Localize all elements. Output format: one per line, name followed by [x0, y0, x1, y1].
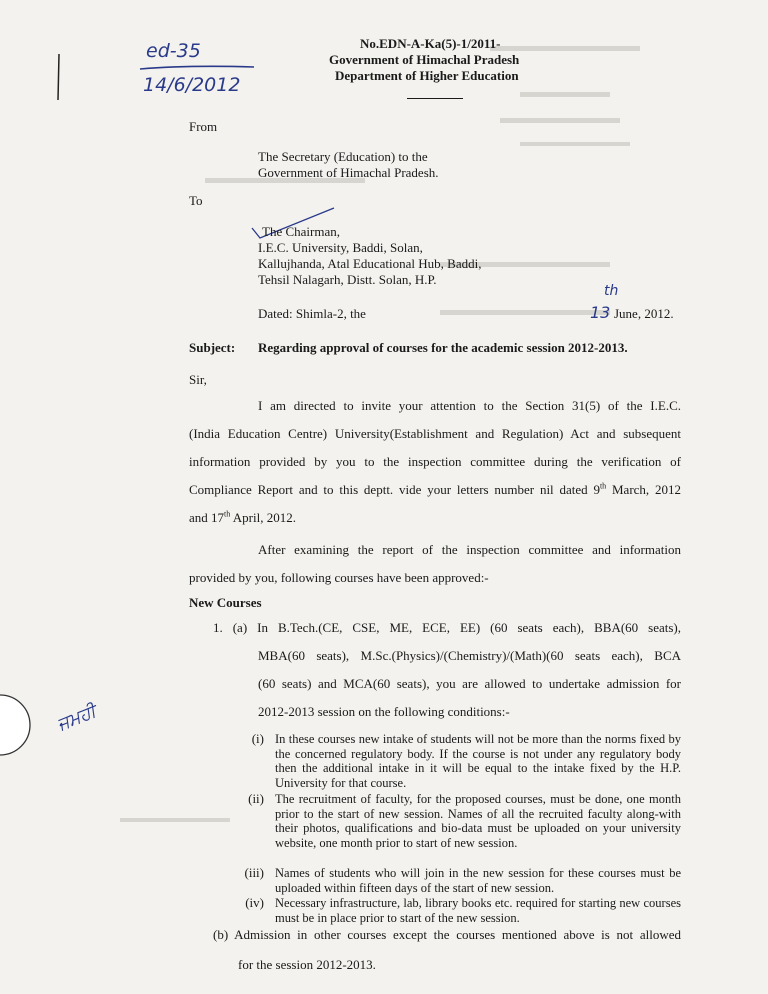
dated-month: June, 2012. — [614, 306, 674, 321]
course-item-line: (b) Admission in other courses except the courses mentioned above is not allowed — [213, 927, 681, 942]
file-date-annotation: 14/6/2012 — [143, 74, 241, 96]
paragraph-line: Compliance Report and to this deptt. vide your letters number nil dated 9th March, 2012 — [189, 481, 681, 497]
paragraph-line: provided by you, following courses have been approved:- — [189, 570, 489, 585]
paragraph-line: and 17th April, 2012. — [189, 509, 296, 525]
paragraph-line: (India Education Centre) University(Establishment and Regulation) Act and subsequent — [189, 426, 681, 441]
from-label: From — [189, 119, 218, 134]
condition-text: The recruitment of faculty, for the proposed courses, must be done, one month prior to the start of new session. Names of all the recruited faculty along-with their photos, qualifications and bio-data must be uploaded on your university website, one month prior to start of new session. — [275, 792, 681, 850]
to-label: To — [189, 193, 203, 208]
subject-label: Subject: — [189, 340, 236, 355]
header-rule — [407, 98, 463, 99]
course-item-line: (60 seats) and MCA(60 seats), you are allowed to undertake admission for — [258, 676, 681, 691]
condition-text: In these courses new intake of students will not be more than the norms fixed by the concerned regulatory body. If the course is not under any regulatory body then the additional intake in it will be equal to the intake fixed by the H.P. University for that course. — [275, 732, 681, 790]
subject-text: Regarding approval of courses for the academic session 2012-2013. — [258, 340, 628, 355]
margin-note-annotation: ਜਮਹੀ — [54, 700, 100, 736]
file-mark-annotation: ed-35 — [146, 40, 201, 62]
salutation: Sir, — [189, 372, 207, 387]
from-line: The Secretary (Education) to the — [258, 149, 428, 164]
margin-line — [55, 52, 63, 102]
file-number: No.EDN-A-Ka(5)-1/2011- — [360, 36, 501, 51]
file-mark-underline — [138, 63, 258, 73]
paragraph-line: information provided by you to the inspection committee during the verification of — [189, 454, 681, 469]
course-item-line: for the session 2012-2013. — [238, 957, 376, 972]
condition-text: Necessary infrastructure, lab, library books etc. required for starting new courses must be in place prior to start of the new session. — [275, 896, 681, 925]
dated-day-annotation: 13 — [590, 303, 611, 322]
punch-hole — [0, 692, 40, 758]
section-heading: New Courses — [189, 595, 262, 610]
condition-text: Names of students who will join in the new session for these courses must be uploaded within fifteen days of the start of new session. — [275, 866, 681, 895]
dated-suffix-annotation: th — [604, 283, 619, 299]
course-item-line: 1. (a) In B.Tech.(CE, CSE, ME, ECE, EE) (60 seats each), BBA(60 seats), — [213, 620, 681, 635]
dated-label: Dated: Shimla-2, the — [258, 306, 366, 321]
from-line: Government of Himachal Pradesh. — [258, 165, 439, 180]
paragraph-line: After examining the report of the inspection committee and information — [258, 542, 681, 557]
to-line: Kallujhanda, Atal Educational Hub, Baddi, — [258, 256, 482, 271]
government-name: Government of Himachal Pradesh — [329, 52, 520, 67]
condition-number: (i) — [251, 731, 264, 746]
course-item-line: 2012-2013 session on the following conditions:- — [258, 704, 510, 719]
department-name: Department of Higher Education — [335, 68, 519, 83]
to-line: I.E.C. University, Baddi, Solan, — [258, 240, 423, 255]
to-line: The Chairman, — [262, 224, 340, 239]
condition-number: (iv) — [245, 895, 264, 910]
condition-number: (ii) — [248, 791, 264, 806]
to-line: Tehsil Nalagarh, Distt. Solan, H.P. — [258, 272, 437, 287]
condition-number: (iii) — [244, 865, 264, 880]
course-item-line: MBA(60 seats), M.Sc.(Physics)/(Chemistry)/(Math)(60 seats each), BCA — [258, 648, 681, 663]
paragraph-line: I am directed to invite your attention to the Section 31(5) of the I.E.C. — [258, 398, 681, 413]
